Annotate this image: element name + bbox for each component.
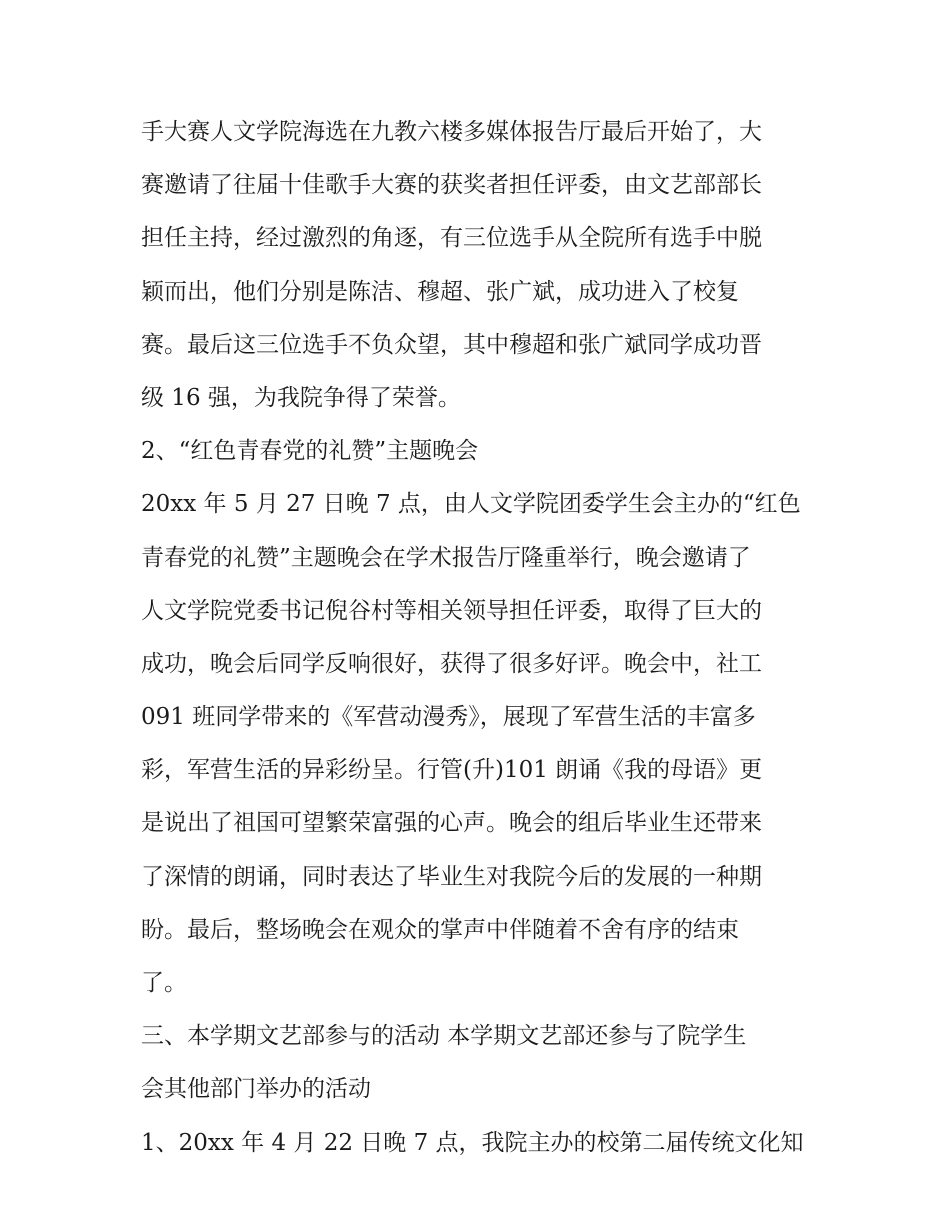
section-heading: 三、本学期文艺部参与的活动 本学期文艺部还参与了院学生 [141, 1023, 747, 1050]
section-heading: 2、“红色青春党的礼赞”主题晚会 [141, 438, 479, 465]
body-line: 赛邀请了往届十佳歌手大赛的获奖者担任评委，由文艺部部长 [141, 172, 762, 199]
body-line: 了深情的朗诵，同时表达了毕业生对我院今后的发展的一种期 [141, 863, 762, 890]
body-line: 是说出了祖国可望繁荣富强的心声。晚会的组后毕业生还带来 [141, 810, 762, 837]
body-line: 会其他部门举办的活动 [141, 1076, 371, 1103]
body-line: 级 16 强，为我院争得了荣誉。 [141, 384, 461, 411]
document-body [141, 106, 821, 1170]
body-line: 担任主持，经过激烈的角逐，有三位选手从全院所有选手中脱 [141, 225, 762, 252]
body-line: 颖而出，他们分别是陈洁、穆超、张广斌，成功进入了校复 [141, 278, 739, 305]
body-line: 1、20xx 年 4 月 22 日晚 7 点，我院主办的校第二届传统文化知 [141, 1129, 804, 1156]
body-line: 彩，军营生活的异彩纷呈。行管(升)101 朗诵《我的母语》更 [141, 757, 763, 784]
body-line: 成功，晚会后同学反响很好，获得了很多好评。晚会中，社工 [141, 650, 762, 677]
body-line: 人文学院党委书记倪谷村等相关领导担任评委，取得了巨大的 [141, 597, 762, 624]
body-line: 20xx 年 5 月 27 日晚 7 点，由人文学院团委学生会主办的“红色 [141, 491, 801, 518]
body-line: 手大赛人文学院海选在九教六楼多媒体报告厅最后开始了，大 [141, 119, 762, 145]
body-line: 青春党的礼赞”主题晚会在学术报告厅隆重举行，晚会邀请了 [141, 544, 751, 571]
body-line: 了。 [141, 970, 187, 996]
body-line: 盼。最后，整场晚会在观众的掌声中伴随着不舍有序的结束 [141, 916, 739, 943]
body-line: 091 班同学带来的《军营动漫秀》，展现了军营生活的丰富多 [141, 704, 756, 731]
body-line: 赛。最后这三位选手不负众望，其中穆超和张广斌同学成功晋 [141, 331, 762, 358]
